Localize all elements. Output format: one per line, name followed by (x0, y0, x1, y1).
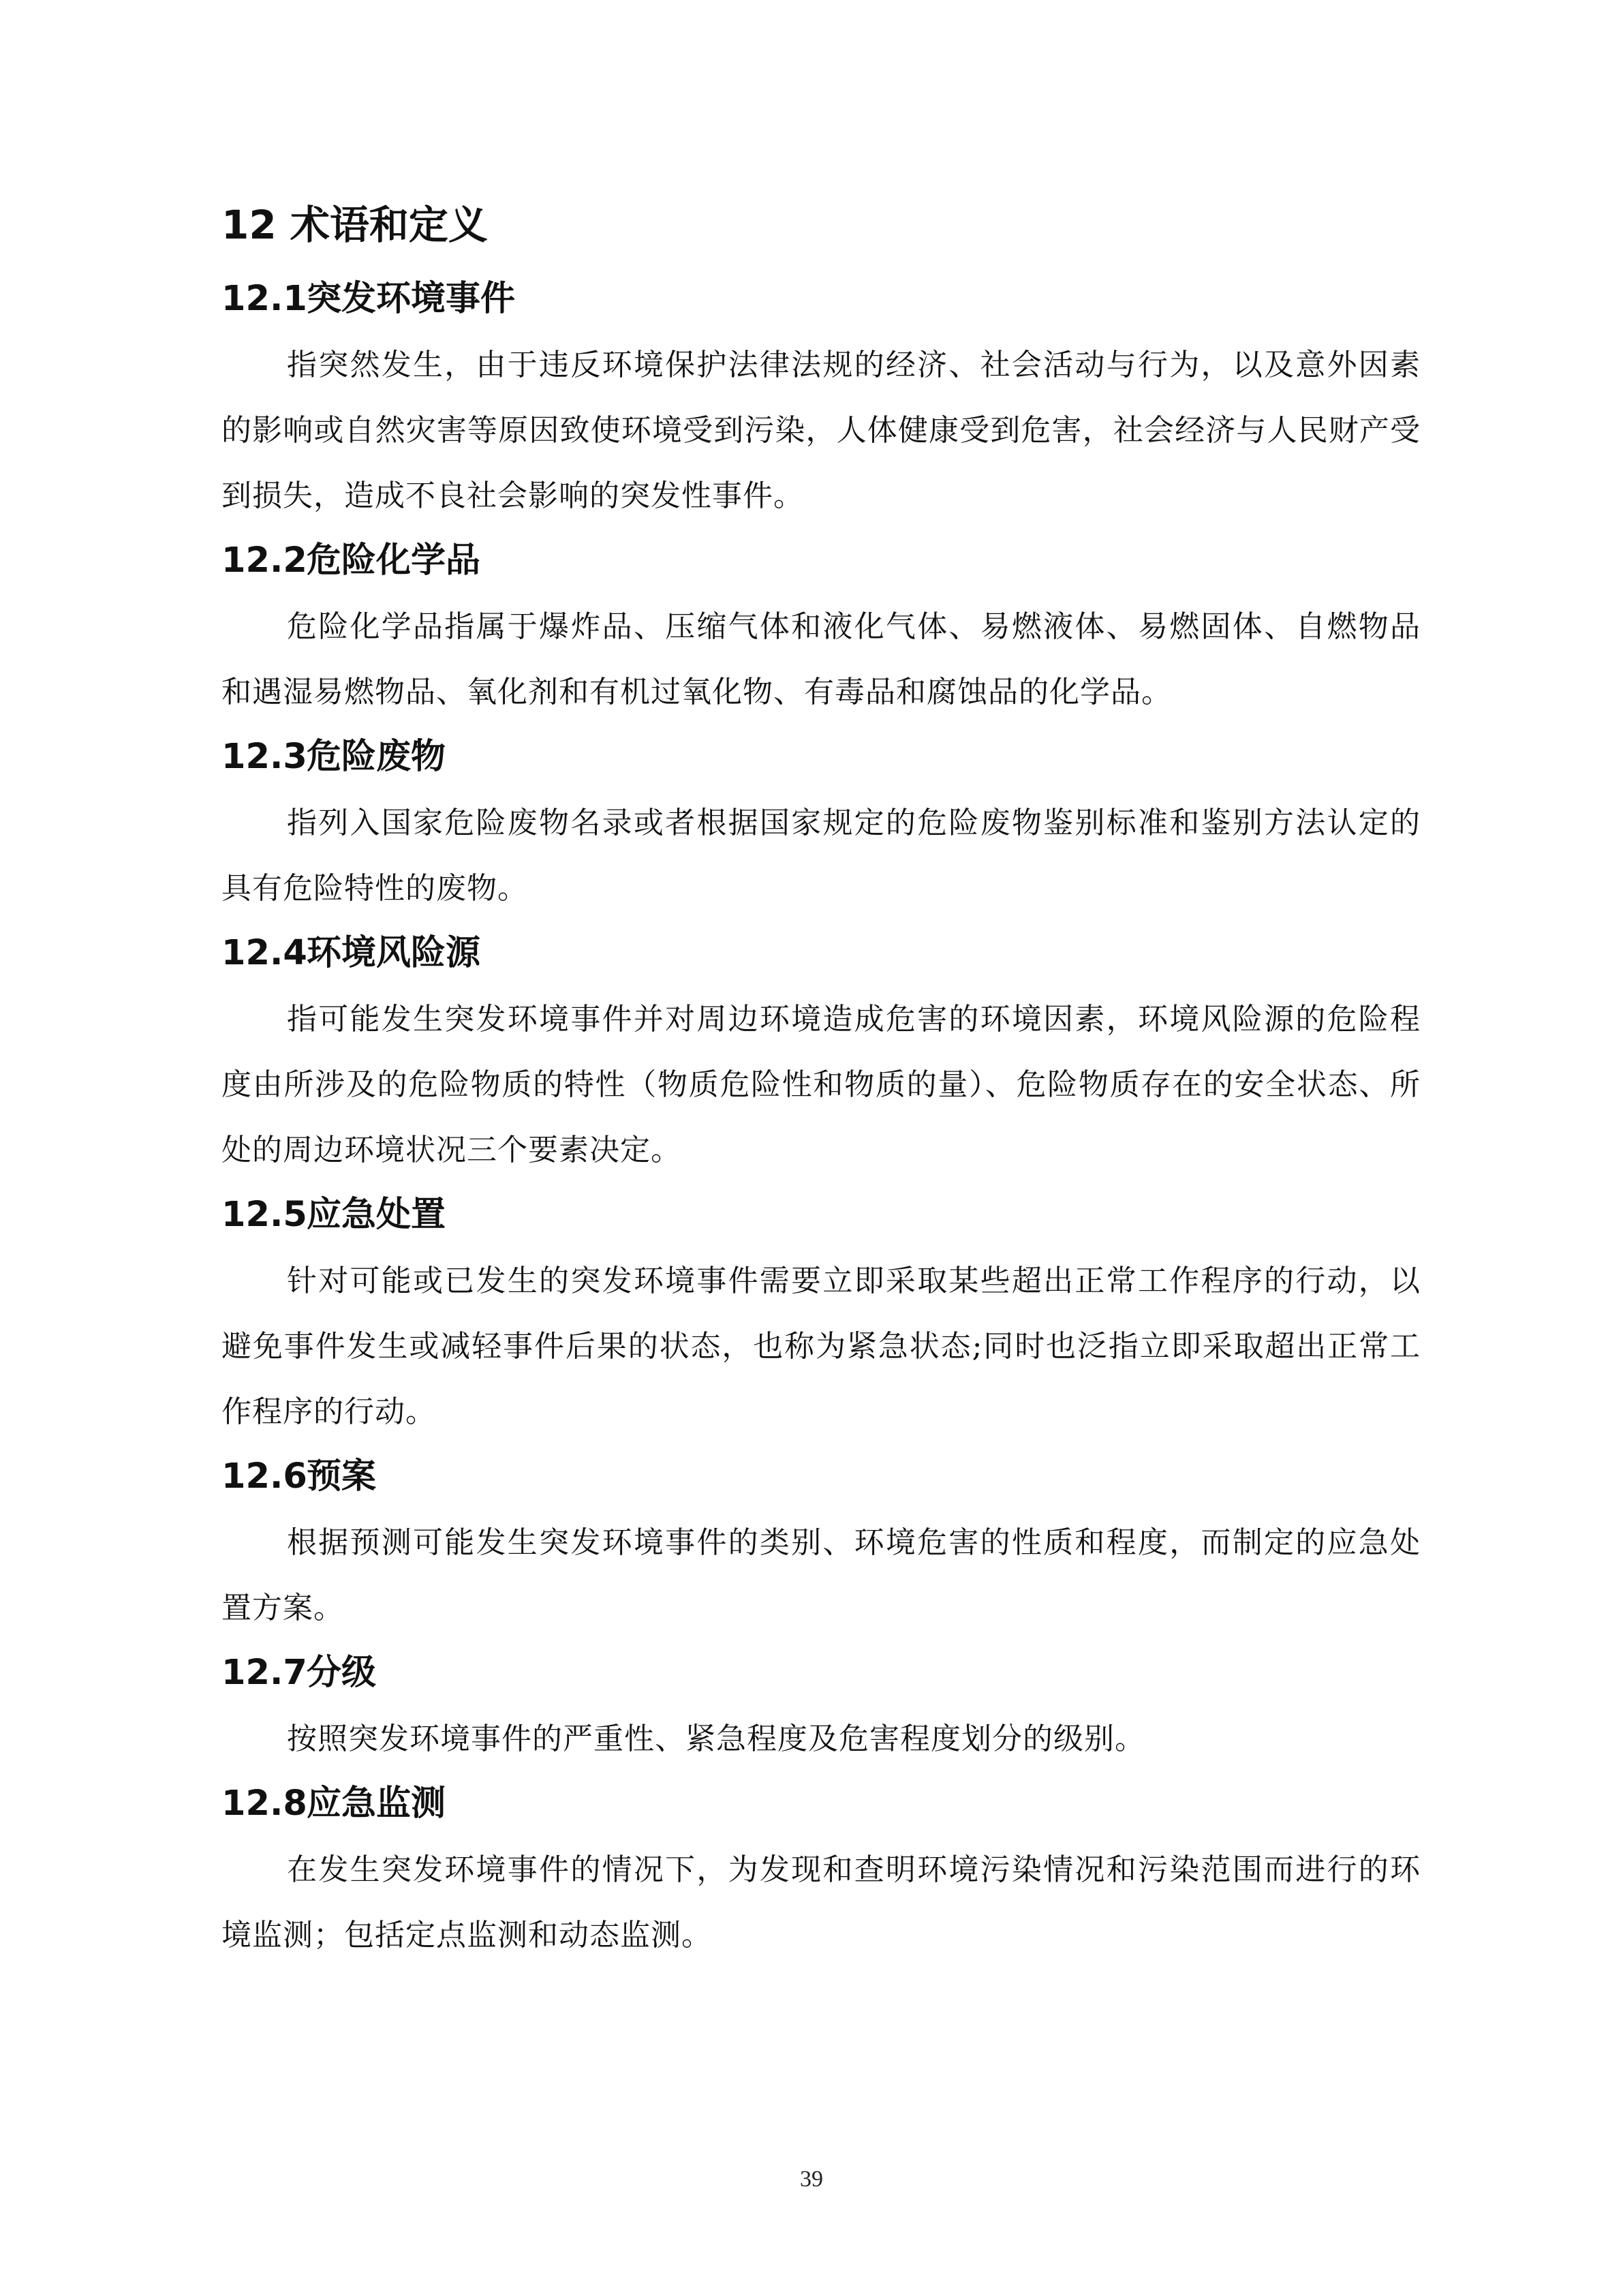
section-number: 12.5 (221, 1195, 307, 1235)
section-number: 12.1 (221, 279, 307, 319)
section-body: 针对可能或已发生的突发环境事件需要立即采取某些超出正常工作程序的行动，以避免事件发生或减轻事件后果的状态，也称为紧急状态;同时也泛指立即采取超出正常工作程序的行动。 (221, 1264, 1421, 1429)
section-title: 危险废物 (307, 737, 446, 777)
chapter-title: 12 术语和定义 (221, 202, 488, 248)
section-heading (221, 1452, 1421, 1502)
page-content (221, 198, 1421, 1975)
section-12-8 (221, 1779, 1421, 1968)
section-number: 12.2 (221, 540, 307, 581)
section-title: 突发环境事件 (307, 279, 516, 319)
section-heading (221, 732, 1421, 782)
section-number: 12.7 (221, 1653, 307, 1693)
section-heading (221, 1648, 1421, 1698)
section-number: 12.8 (221, 1784, 307, 1824)
section-title: 分级 (307, 1653, 377, 1693)
section-number: 12.6 (221, 1456, 307, 1497)
section-12-5 (221, 1190, 1421, 1445)
section-body: 指突然发生，由于违反环境保护法律法规的经济、社会活动与行为，以及意外因素的影响或自然灾害等原因致使环境受到污染，人体健康受到危害，社会经济与人民财产受到损失，造成不良社会影响的突发性事件。 (221, 348, 1421, 513)
section-body: 按照突发环境事件的严重性、紧急程度及危害程度划分的级别。 (287, 1721, 1145, 1756)
section-body: 根据预测可能发生突发环境事件的类别、环境危害的性质和程度，而制定的应急处置方案。 (221, 1525, 1421, 1625)
section-12-1 (221, 274, 1421, 529)
section-heading (221, 1190, 1421, 1240)
section-heading (221, 928, 1421, 979)
section-number: 12.3 (221, 737, 307, 777)
section-heading (221, 536, 1421, 586)
page-number: 39 (800, 2167, 823, 2192)
section-title: 应急监测 (307, 1784, 446, 1824)
section-title: 危险化学品 (307, 540, 481, 581)
section-12-6 (221, 1452, 1421, 1641)
section-title: 预案 (307, 1456, 377, 1497)
section-12-7 (221, 1648, 1421, 1772)
section-number: 12.4 (221, 933, 307, 973)
section-12-4 (221, 928, 1421, 1183)
section-12-3 (221, 732, 1421, 921)
section-heading (221, 1779, 1421, 1829)
section-body: 在发生突发环境事件的情况下，为发现和查明环境污染情况和污染范围而进行的环境监测；包括定点监测和动态监测。 (221, 1852, 1421, 1953)
section-heading (221, 274, 1421, 324)
section-title: 环境风险源 (307, 933, 481, 973)
section-12-2 (221, 536, 1421, 725)
section-body: 指列入国家危险废物名录或者根据国家规定的危险废物鉴别标准和鉴别方法认定的具有危险特性的废物。 (221, 806, 1421, 906)
section-title: 应急处置 (307, 1195, 446, 1235)
section-body: 危险化学品指属于爆炸品、压缩气体和液化气体、易燃液体、易燃固体、自燃物品和遇湿易燃物品、氧化剂和有机过氧化物、有毒品和腐蚀品的化学品。 (221, 609, 1421, 709)
section-body: 指可能发生突发环境事件并对周边环境造成危害的环境因素，环境风险源的危险程度由所涉及的危险物质的特性（物质危险性和物质的量）、危险物质存在的安全状态、所处的周边环境状况三个要素决定。 (221, 1002, 1421, 1167)
